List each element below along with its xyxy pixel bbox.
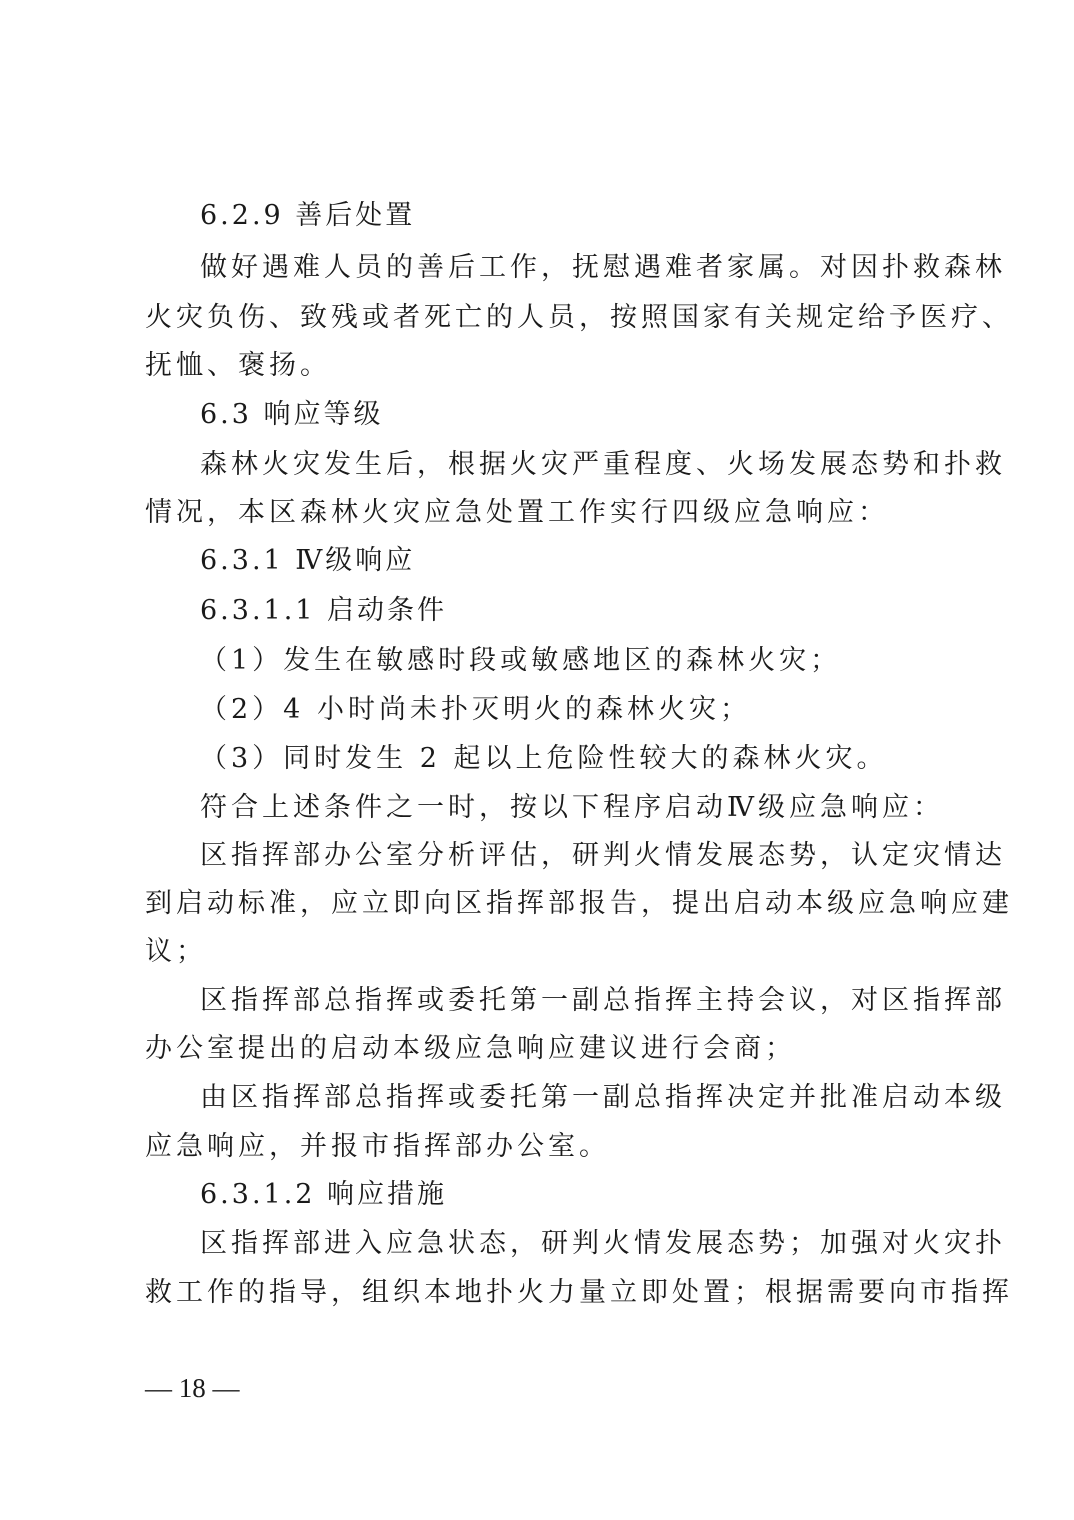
paragraph-line: 应急响应，并报市指挥部办公室。 [145, 1131, 610, 1162]
paragraph-line: 做好遇难人员的善后工作，抚慰遇难者家属。对因扑救森林 [200, 252, 1006, 283]
paragraph-line: 火灾负伤、致残或者死亡的人员，按照国家有关规定给予医疗、 [145, 302, 1013, 333]
condition-item: （2）4 小时尚未扑灭明火的森林火灾； [200, 694, 751, 725]
paragraph-line: 情况，本区森林火灾应急处置工作实行四级应急响应： [145, 497, 889, 528]
paragraph-line: 区指挥部进入应急状态，研判火情发展态势；加强对火灾扑 [200, 1228, 1006, 1259]
condition-item: （1）发生在敏感时段或敏感地区的森林火灾； [200, 645, 842, 676]
paragraph-line: 议； [145, 936, 207, 967]
page-number: — 18 — [145, 1373, 240, 1403]
paragraph-line: 区指挥部办公室分析评估，研判火情发展态势，认定灾情达 [200, 840, 1006, 871]
section-heading-6-3: 6.3 响应等级 [200, 399, 384, 430]
paragraph-line: 符合上述条件之一时，按以下程序启动Ⅳ级应急响应： [200, 792, 944, 823]
section-heading-6-3-1-2: 6.3.1.2 响应措施 [200, 1179, 448, 1210]
paragraph-line: 办公室提出的启动本级应急响应建议进行会商； [145, 1033, 796, 1064]
paragraph-line: 到启动标准，应立即向区指挥部报告，提出启动本级应急响应建 [145, 888, 1013, 919]
section-heading-6-3-1-1: 6.3.1.1 启动条件 [200, 595, 448, 626]
section-heading-6-2-9: 6.2.9 善后处置 [200, 200, 416, 231]
paragraph-line: 区指挥部总指挥或委托第一副总指挥主持会议，对区指挥部 [200, 985, 1006, 1016]
section-heading-6-3-1: 6.3.1 Ⅳ级响应 [200, 545, 416, 576]
condition-item: （3）同时发生 2 起以上危险性较大的森林火灾。 [200, 743, 888, 774]
paragraph-line: 森林火灾发生后，根据火灾严重程度、火场发展态势和扑救 [200, 449, 1006, 480]
paragraph-line: 救工作的指导，组织本地扑火力量立即处置；根据需要向市指挥 [145, 1277, 1013, 1308]
paragraph-line: 由区指挥部总指挥或委托第一副总指挥决定并批准启动本级 [200, 1082, 1006, 1113]
paragraph-line: 抚恤、褒扬。 [145, 350, 331, 381]
